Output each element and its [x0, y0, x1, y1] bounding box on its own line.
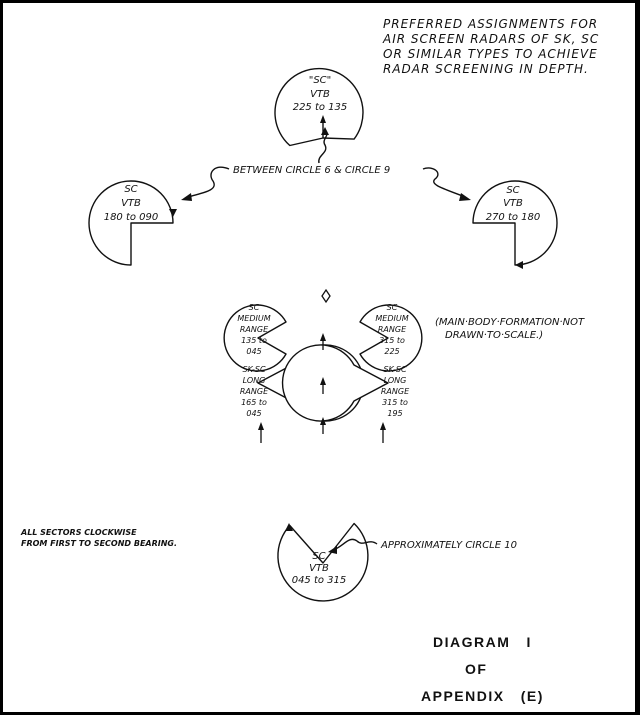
sector-right: [473, 181, 557, 269]
main-body-note-line-2: DRAWN·TO·SCALE.): [445, 330, 544, 341]
sector-top-center-line-1: "SC": [308, 75, 332, 86]
flagship-icon: [322, 290, 330, 302]
sector-right-line-2: VTB: [503, 198, 523, 209]
sector-right-medium-line-2: MEDIUM: [375, 314, 409, 323]
title-block: [421, 634, 544, 704]
sector-note-line-2: FROM FIRST TO SECOND BEARING.: [21, 539, 178, 548]
sector-left-long-line-3: RANGE: [239, 387, 269, 396]
sector-bottom-line-3: 045 to 315: [291, 575, 347, 586]
sector-right-line-1: SC: [506, 185, 520, 196]
sector-top-center-line-3: 225 to 135: [292, 102, 348, 113]
sector-right-long-line-5: 195: [387, 409, 403, 418]
sector-left: [89, 181, 177, 265]
arrow-head-icon: [328, 546, 337, 554]
sector-bottom: [278, 523, 368, 601]
sector-left-medium-line-3: RANGE: [239, 325, 269, 334]
header-note-line-3: OR SIMILAR TYPES TO ACHIEVE: [383, 47, 598, 61]
sector-right-medium-line-5: 225: [384, 347, 400, 356]
callout-line-left: [188, 167, 229, 197]
sector-bottom-line-1: SC: [312, 551, 326, 562]
header-note-line-1: PREFERRED ASSIGNMENTS FOR: [383, 17, 599, 31]
between-circles-label: BETWEEN CIRCLE 6 & CIRCLE 9: [233, 165, 391, 176]
main-body-note: [435, 317, 585, 341]
sector-left-line-2: VTB: [121, 198, 141, 209]
sector-left-long-line-2: LONG: [242, 376, 266, 385]
title-line-1: DIAGRAM I: [433, 634, 532, 650]
sector-left-medium-line-4: 135 to: [241, 336, 267, 345]
sector-note: [20, 528, 177, 548]
radar-diagram: [3, 3, 640, 718]
sector-top-center-line-2: VTB: [310, 89, 330, 100]
sector-note-line-1: ALL SECTORS CLOCKWISE: [21, 528, 137, 537]
sector-left-line-1: SC: [124, 184, 138, 195]
sector-right-long-line-4: 315 to: [382, 398, 408, 407]
sector-left-long-line-1: SK-SC: [242, 365, 266, 374]
between-circles-callout: [181, 127, 471, 201]
sector-right-medium: [360, 303, 422, 371]
title-line-2: OF: [465, 661, 488, 677]
sector-left-medium: [224, 303, 286, 371]
title-line-3: APPENDIX (E): [421, 688, 544, 704]
arrow-head-icon: [380, 422, 386, 430]
sector-left-medium-line-2: MEDIUM: [237, 314, 271, 323]
sector-right-long-line-1: SK-SC: [383, 365, 407, 374]
main-body-note-line-1: (MAIN·BODY·FORMATION·NOT: [435, 317, 585, 328]
sector-left-long-line-4: 165 to: [241, 398, 267, 407]
sector-left-line-3: 180 to 090: [103, 212, 159, 223]
sector-right-medium-line-3: RANGE: [377, 325, 407, 334]
sector-top-center: [275, 69, 363, 146]
sector-right-long-line-2: LONG: [383, 376, 407, 385]
arrow-head-icon: [181, 193, 192, 201]
sector-right-line-3: 270 to 180: [485, 212, 541, 223]
sector-bottom-line-2: VTB: [309, 563, 329, 574]
arrow-head-icon: [459, 193, 471, 201]
sector-right-medium-line-4: 315 to: [379, 336, 405, 345]
arrow-head-icon: [320, 333, 326, 341]
sector-right-medium-line-1: SC: [386, 303, 398, 312]
header-note: [382, 17, 599, 76]
header-note-line-4: RADAR SCREENING IN DEPTH.: [383, 62, 589, 76]
approx-circle-label: APPROXIMATELY CIRCLE 10: [381, 540, 517, 551]
sector-right-long-line-3: RANGE: [380, 387, 410, 396]
sector-left-long-line-5: 045: [246, 409, 262, 418]
header-note-line-2: AIR SCREEN RADARS OF SK, SC: [383, 32, 600, 46]
callout-line-right: [423, 168, 465, 197]
arrow-head-icon: [258, 422, 264, 430]
sector-left-medium-line-1: SC: [248, 303, 260, 312]
sector-left-medium-line-5: 045: [246, 347, 262, 356]
